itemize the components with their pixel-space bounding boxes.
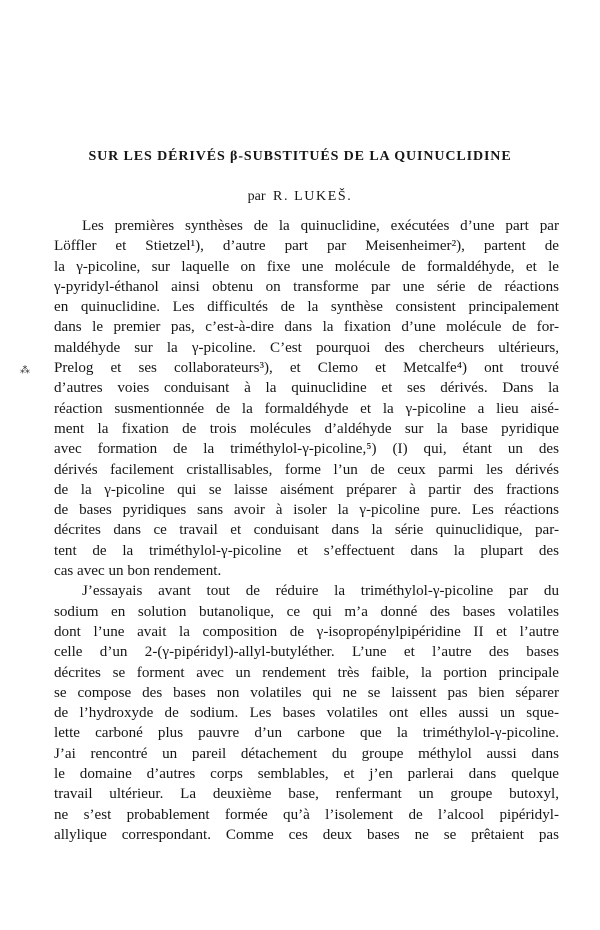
text-line: la γ-picoline, sur laquelle on fixe une molécule de formaldéhyde, et le	[54, 258, 559, 275]
text-line: le domaine d’autres corps semblables, et j’en parlerai dans quelque	[54, 766, 559, 783]
text-line: cas avec un bon rendement.	[54, 563, 222, 580]
article-title: SUR LES DÉRIVÉS β-SUBSTITUÉS DE LA QUINUCLIDINE	[88, 149, 512, 164]
text-line: J’essayais avant tout de réduire la triméthylol-γ-picoline par du	[82, 583, 559, 600]
text-line: se compose des bases non volatiles qui ne se laissent pas bien séparer	[54, 684, 559, 701]
text-line: Löffler et Stietzel¹), d’autre part par Meisenheimer²), partent de	[54, 238, 559, 255]
author-name: R. LUKEŠ.	[273, 189, 353, 204]
margin-mark: ⁂	[20, 365, 30, 376]
text-line: J’ai rencontré un pareil détachement du groupe méthylol aussi dans	[54, 745, 559, 762]
text-line: tent de la triméthylol-γ-picoline et s’effectuent dans la plupart des	[54, 542, 559, 559]
text-line: de l’hydroxyde de sodium. Les bases volatiles ont elles aussi un sque-	[54, 705, 559, 722]
text-line: γ-pyridyl-éthanol ainsi obtenu on transforme par une série de réactions	[54, 278, 559, 295]
text-line: dont l’une avait la composition de γ-isopropénylpipéridine II et l’autre	[54, 623, 559, 640]
paragraph-2	[54, 581, 559, 845]
text-line: allylique correspondant. Comme ces deux bases ne se prêtaient pas	[54, 826, 559, 843]
text-line: décrites dans ce travail et conduisant dans la série quinuclidique, par-	[54, 522, 559, 539]
text-line: en quinuclidine. Les difficultés de la synthèse consistent principalement	[54, 299, 559, 316]
text-line: ne s’est probablement formée qu’à l’isolement de l’alcool pipéridyl-	[54, 806, 559, 823]
text-line: Les premières synthèses de la quinuclidine, exécutées d’une part par	[82, 218, 559, 234]
text-line: ment la fixation de trois molécules d’aldéhyde sur la base pyridique	[54, 420, 559, 437]
text-line: réaction susmentionnée de la formaldéhyde et la γ-picoline a lieu aisé-	[54, 400, 559, 417]
article-body	[54, 216, 559, 845]
paragraph-1	[54, 216, 559, 581]
text-line: avec formation de la triméthylol-γ-picoline,⁵) (I) qui, étant un des	[54, 441, 559, 458]
text-line: dérivés facilement cristallisables, forme l’un de ceux parmi les dérivés	[54, 461, 559, 478]
text-line: sodium en solution butanolique, ce qui m’a donné des bases volatiles	[54, 603, 559, 620]
text-line: de bases pyridiques sans avoir à isoler la γ-picoline pure. Les réactions	[54, 502, 559, 519]
text-line: lette carboné plus pauvre d’un carbone que la triméthylol-γ-picoline.	[54, 725, 559, 742]
text-line: dans le premier pas, c’est-à-dire dans la fixation d’une molécule de for-	[54, 319, 559, 336]
text-line: travail ultérieur. La deuxième base, renfermant un groupe butoxyl,	[54, 786, 559, 803]
text-line: de la γ-picoline qui se laisse aisément préparer à partir des fractions	[54, 481, 559, 498]
text-line: d’autres voies conduisant à la quinuclidine et ses dérivés. Dans la	[54, 380, 559, 397]
text-line: maldéhyde sur la γ-picoline. C’est pourquoi des chercheurs ultérieurs,	[54, 339, 559, 356]
author-line	[0, 189, 600, 205]
author-prefix: par	[247, 189, 266, 204]
text-line: celle d’un 2-(γ-pipéridyl)-allyl-butyléther. L’une et l’autre des bases	[54, 644, 559, 661]
text-line: Prelog et ses collaborateurs³), et Clemo et Metcalfe⁴) ont trouvé	[54, 360, 559, 377]
text-line: décrites se forment avec un rendement très faible, la portion principale	[54, 664, 559, 681]
